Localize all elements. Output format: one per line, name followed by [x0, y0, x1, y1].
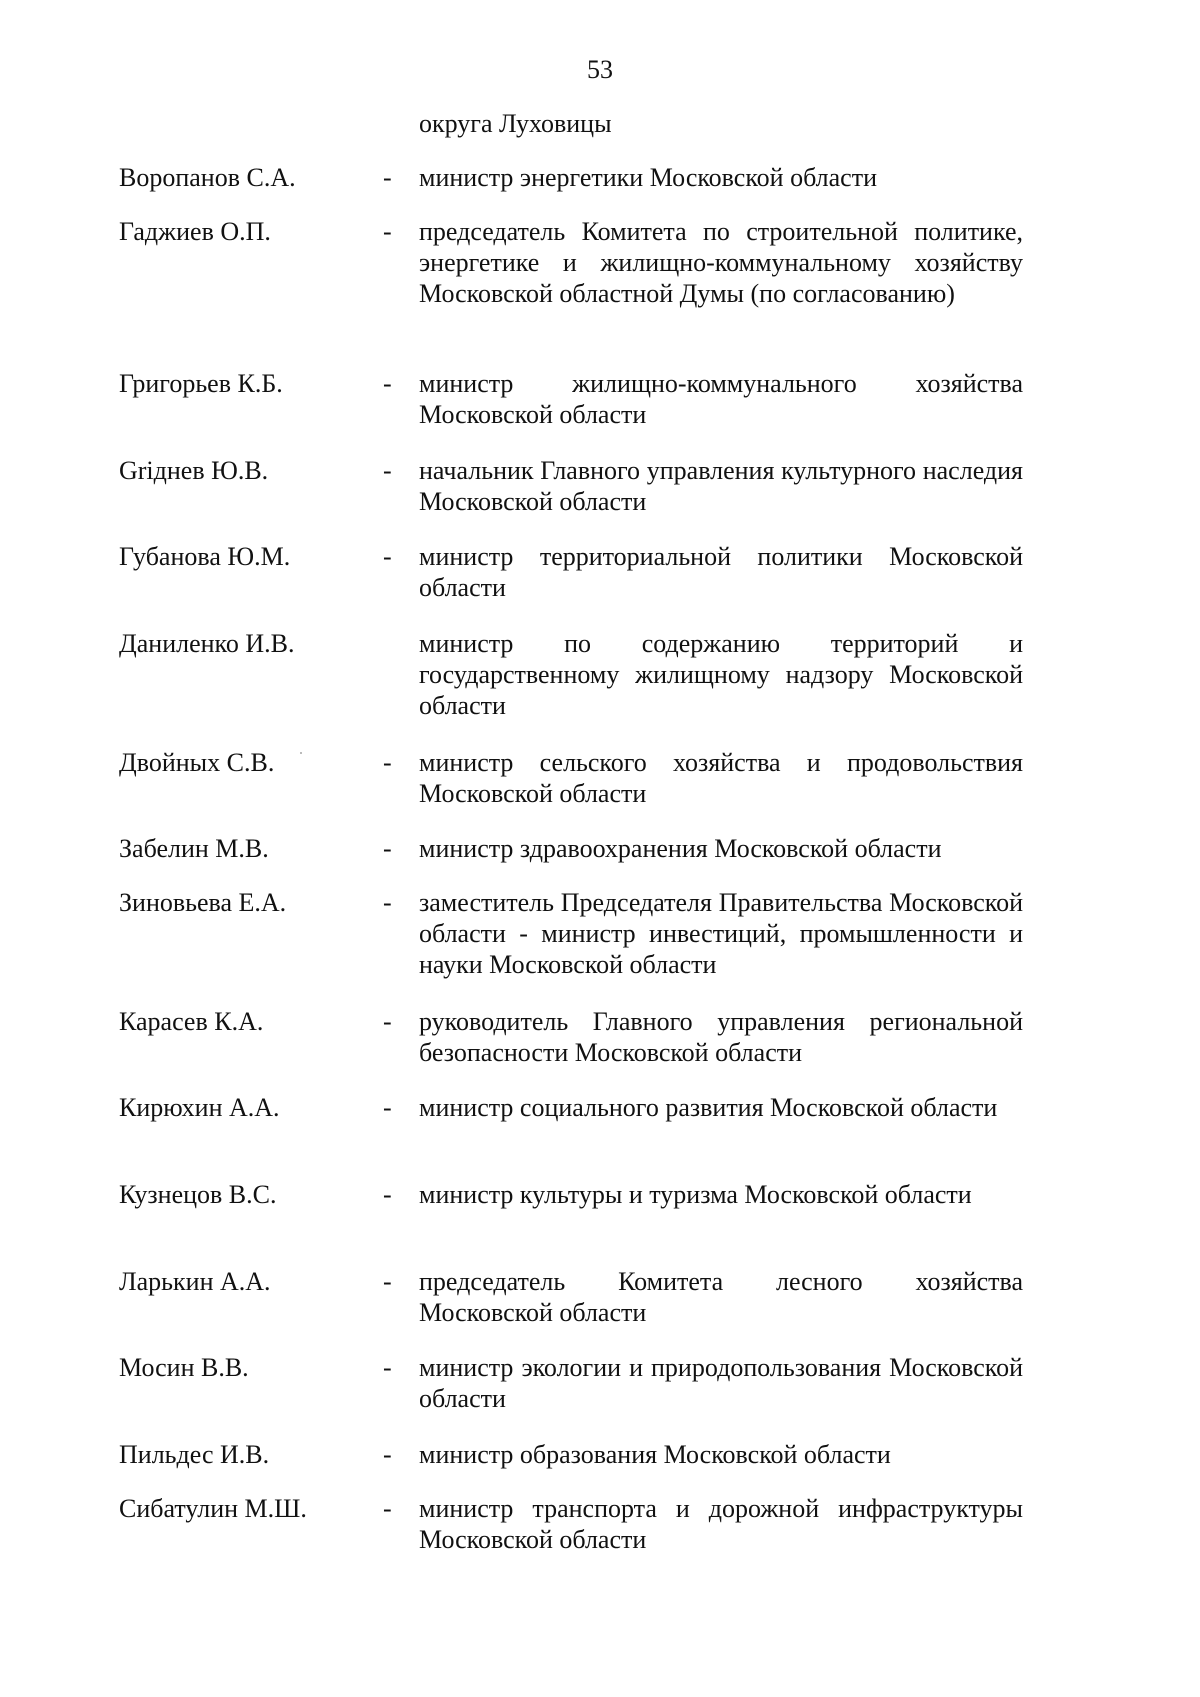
entry-description: министр культуры и туризма Московской области: [419, 1180, 972, 1209]
entry-dash: -: [383, 1093, 392, 1122]
entry-dash: -: [383, 888, 392, 917]
entry-description: министр энергетики Московской области: [419, 163, 877, 192]
entry-name: Пильдес И.В.: [119, 1440, 270, 1469]
entry-description: руководитель Главного управления региональной безопасности Московской области: [419, 1007, 1023, 1067]
entry-name: Даниленко И.В.: [119, 629, 295, 658]
entry-name: Кузнецов В.С.: [119, 1180, 277, 1209]
entry-description: заместитель Председателя Правительства Московской области - министр инвестиций, промышленности и науки Московской области: [419, 888, 1023, 979]
entry-description: министр образования Московской области: [419, 1440, 891, 1469]
entry-dash: -: [383, 542, 392, 571]
entry-dash: -: [383, 1007, 392, 1036]
entry-name: Гаджиев О.П.: [119, 217, 271, 246]
entry-name: Мосин В.В.: [119, 1353, 249, 1382]
entry-dash: -: [383, 1180, 392, 1209]
entry-dash: -: [383, 163, 392, 192]
entry-dash: -: [383, 217, 392, 246]
entry-description: председатель Комитета лесного хозяйства Московской области: [419, 1267, 1023, 1327]
entry-dash: -: [383, 456, 392, 485]
entry-description: министр экологии и природопользования Московской области: [419, 1353, 1023, 1413]
entry-description: министр транспорта и дорожной инфраструктуры Московской области: [419, 1494, 1023, 1554]
entry-description: председатель Комитета по строительной политике, энергетике и жилищно-коммунальному хозяйству Московской областной Думы (по согласованию): [419, 217, 1023, 308]
entry-name: Двойных С.В.: [119, 748, 275, 777]
entry-description: министр сельского хозяйства и продовольствия Московской области: [419, 748, 1023, 808]
entry-name: Зиновьева Е.А.: [119, 888, 287, 917]
entry-name: Griднев Ю.В.: [119, 456, 269, 485]
entry-name: Ларькин А.А.: [119, 1267, 271, 1296]
entry-description: министр социального развития Московской области: [419, 1093, 998, 1122]
entry-dash: -: [383, 834, 392, 863]
entry-description: министр по содержанию территорий и государственному жилищному надзору Московской области: [419, 629, 1023, 720]
page-number: 53: [587, 55, 613, 84]
entry-dash: -: [383, 1353, 392, 1382]
entry-description: министр территориальной политики Московской области: [419, 542, 1023, 602]
entry-name: Кирюхин А.А.: [119, 1093, 280, 1122]
entry-dash: -: [383, 1440, 392, 1469]
entry-dash: -: [383, 1494, 392, 1523]
entry-description: министр жилищно-коммунального хозяйства Московской области: [419, 369, 1023, 429]
entry-description: начальник Главного управления культурного наследия Московской области: [419, 456, 1023, 516]
entry-name: Карасев К.А.: [119, 1007, 264, 1036]
entry-name: Сибатулин М.Ш.: [119, 1494, 307, 1523]
scan-speck: [300, 752, 302, 754]
entry-description: министр здравоохранения Московской области: [419, 834, 942, 863]
entry-name: Забелин М.В.: [119, 834, 269, 863]
entry-name: Губанова Ю.М.: [119, 542, 291, 571]
entry-dash: -: [383, 1267, 392, 1296]
entry-dash: -: [383, 369, 392, 398]
entry-name: Григорьев К.Б.: [119, 369, 283, 398]
entry-name: Воропанов С.А.: [119, 163, 296, 192]
entry-dash: -: [383, 748, 392, 777]
continuation-text: округа Луховицы: [419, 109, 612, 138]
